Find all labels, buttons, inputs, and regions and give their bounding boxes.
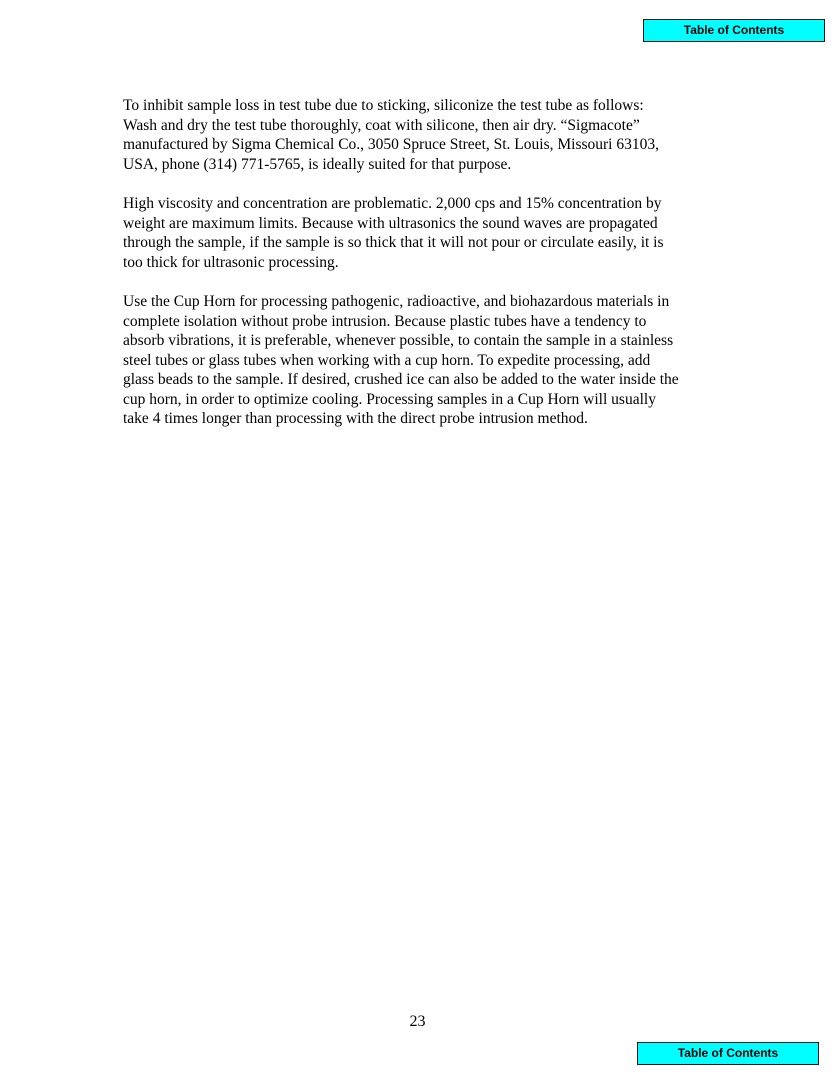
table-of-contents-button-bottom[interactable]: Table of Contents xyxy=(637,1042,819,1065)
table-of-contents-button-top[interactable]: Table of Contents xyxy=(643,19,825,42)
document-body xyxy=(123,96,723,449)
paragraph-viscosity: High viscosity and concentration are problematic. 2,000 cps and 15% concentration by weight are maximum limits. Because with ultrasonics the sound waves are propagated through the sample, if the sample is so thick that it will not pour or circulate easily, it is too thick for ultrasonic processing. xyxy=(123,195,664,271)
page-number: 23 xyxy=(409,1013,426,1030)
paragraph-cup-horn: Use the Cup Horn for processing pathogenic, radioactive, and biohazardous materials in complete isolation without probe intrusion. Because plastic tubes have a tendency to absorb vibrations, it is preferable, whenever possible, to contain the sample in a stainless steel tubes or glass tubes when working with a cup horn. To expedite processing, add glass beads to the sample. If desired, crushed ice can also be added to the water inside the cup horn, in order to optimize cooling. Processing samples in a Cup Horn will usually take 4 times longer than processing with the direct probe intrusion method. xyxy=(123,293,679,427)
paragraph-siliconize: To inhibit sample loss in test tube due to sticking, siliconize the test tube as follows: Wash and dry the test tube thoroughly, coat with silicone, then air dry. “Sigmacote” manufactured by Sigma Chemical Co., 3050 Spruce Street, St. Louis, Missouri 63103, USA, phone (314) 771-5765, is ideally suited for that purpose. xyxy=(123,97,659,173)
